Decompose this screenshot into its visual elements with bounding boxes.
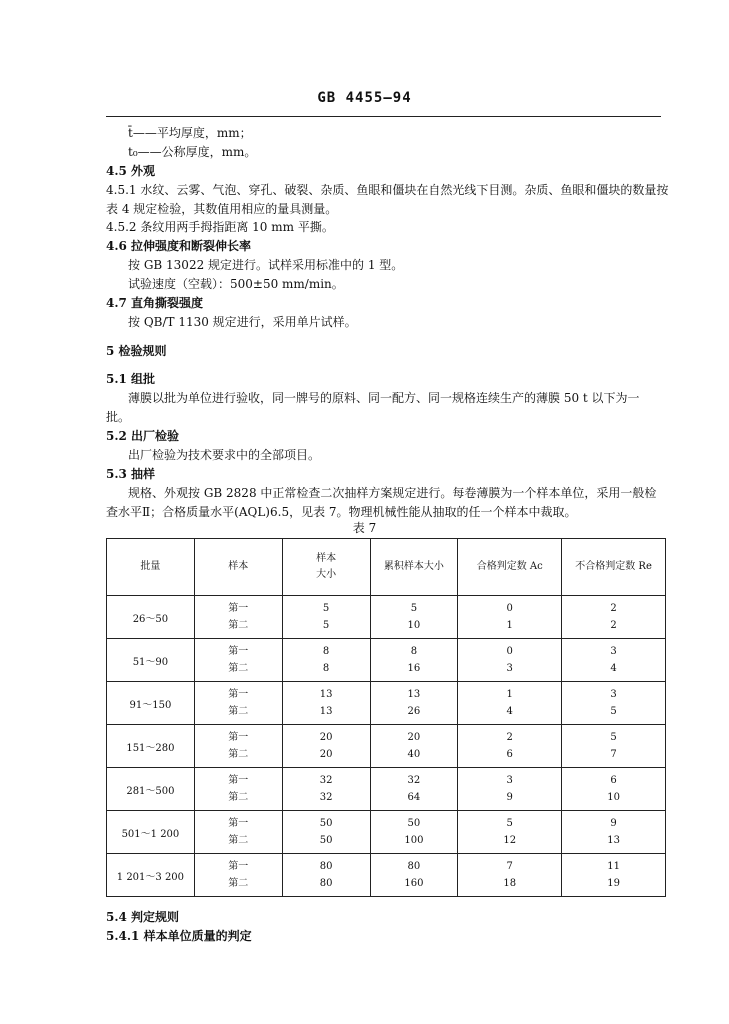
sample-cell-second: 第二 — [228, 663, 249, 674]
table-caption: 表 7 — [352, 521, 377, 535]
section-5-4-1-heading: 5.4.1 样本单位质量的判定 — [106, 929, 252, 943]
reject-number-cell — [562, 596, 666, 639]
sample-size-cell-first: 32 — [319, 775, 333, 786]
table-row — [107, 682, 666, 725]
accept-number-cell — [458, 725, 562, 768]
sample-size-cell-second: 8 — [322, 663, 330, 674]
batch-cell: 281～500 — [107, 768, 195, 811]
symbol-definition-nominal-thickness: t₀——公称厚度，mm。 — [128, 145, 257, 159]
reject-number-cell-first: 11 — [607, 861, 620, 872]
reject-number-cell — [562, 682, 666, 725]
header-accept-number: 合格判定数 Ac — [458, 539, 562, 596]
section-5-4-heading: 5.4 判定规则 — [106, 910, 180, 924]
sample-cell — [194, 768, 282, 811]
sample-cell-first: 第一 — [228, 861, 249, 872]
batch-cell: 501～1 200 — [107, 811, 195, 854]
table-header-row — [107, 539, 666, 596]
sample-size-cell — [282, 854, 370, 897]
sample-cell — [194, 639, 282, 682]
cumulative-size-cell-second: 160 — [404, 878, 424, 889]
section-5-2-text: 出厂检验为技术要求中的全部项目。 — [128, 448, 321, 462]
sample-cell — [194, 811, 282, 854]
section-4-7-heading: 4.7 直角撕裂强度 — [106, 296, 204, 310]
cumulative-size-cell — [370, 682, 458, 725]
cumulative-size-cell-first: 80 — [407, 861, 421, 872]
batch-cell: 91～150 — [107, 682, 195, 725]
accept-number-cell-second: 12 — [503, 835, 517, 846]
reject-number-cell-second: 5 — [610, 706, 617, 717]
sample-cell — [194, 596, 282, 639]
sample-cell — [194, 682, 282, 725]
header-cumulative-size: 累积样本大小 — [370, 539, 458, 596]
sample-cell-first: 第一 — [228, 732, 249, 743]
accept-number-cell-second: 6 — [506, 749, 513, 760]
sample-cell-first: 第一 — [228, 689, 249, 700]
accept-number-cell — [458, 854, 562, 897]
header-rule — [106, 116, 661, 117]
table-row — [107, 725, 666, 768]
sample-size-cell — [282, 682, 370, 725]
accept-number-cell-second: 9 — [506, 792, 513, 803]
sample-cell-first: 第一 — [228, 818, 249, 829]
table-row — [107, 596, 666, 639]
header-batch: 批量 — [107, 539, 195, 596]
sample-size-cell — [282, 725, 370, 768]
section-4-5-2-text: 4.5.2 条纹用两手拇指距离 10 mm 平撕。 — [106, 220, 334, 234]
sample-cell-second: 第二 — [228, 706, 249, 717]
sample-cell-second: 第二 — [228, 878, 249, 889]
sample-cell-second: 第二 — [228, 835, 249, 846]
accept-number-cell — [458, 682, 562, 725]
sample-size-cell — [282, 639, 370, 682]
sample-cell-first: 第一 — [228, 775, 249, 786]
accept-number-cell-second: 1 — [506, 620, 513, 631]
cumulative-size-cell — [370, 854, 458, 897]
header-sample-size: 样本 大小 — [282, 539, 370, 596]
accept-number-cell-first: 0 — [506, 646, 513, 657]
table-row — [107, 768, 666, 811]
sample-cell-first: 第一 — [228, 646, 249, 657]
sample-size-cell-first: 50 — [319, 818, 333, 829]
batch-cell: 51～90 — [107, 639, 195, 682]
sample-cell — [194, 725, 282, 768]
section-5-3-text: 规格、外观按 GB 2828 中正常检查二次抽样方案规定进行。每卷薄膜为一个样本单位，采用一般检 — [128, 486, 657, 500]
sample-size-cell-second: 13 — [319, 706, 333, 717]
section-5-1-heading: 5.1 组批 — [106, 372, 156, 386]
batch-cell: 26～50 — [107, 596, 195, 639]
reject-number-cell — [562, 811, 666, 854]
header-sample: 样本 — [194, 539, 282, 596]
section-5-2-heading: 5.2 出厂检验 — [106, 429, 180, 443]
reject-number-cell-second: 19 — [607, 878, 620, 889]
cumulative-size-cell-first: 32 — [407, 775, 421, 786]
accept-number-cell — [458, 639, 562, 682]
sample-cell-second: 第二 — [228, 749, 249, 760]
page-header-standard-number: GB 4455—94 — [317, 90, 412, 106]
section-4-5-heading: 4.5 外观 — [106, 164, 156, 178]
cumulative-size-cell-second: 16 — [407, 663, 421, 674]
batch-cell: 151～280 — [107, 725, 195, 768]
section-5-heading: 5 检验规则 — [106, 344, 167, 358]
sample-size-cell-second: 50 — [319, 835, 333, 846]
sample-cell-second: 第二 — [228, 792, 249, 803]
reject-number-cell-first: 2 — [610, 603, 617, 614]
sample-size-cell-first: 20 — [319, 732, 333, 743]
sample-size-cell-first: 8 — [322, 646, 330, 657]
reject-number-cell — [562, 854, 666, 897]
table-row — [107, 854, 666, 897]
accept-number-cell-second: 4 — [506, 706, 513, 717]
reject-number-cell-second: 10 — [607, 792, 620, 803]
section-5-1-text: 薄膜以批为单位进行验收，同一牌号的原料、同一配方、同一规格连续生产的薄膜 50 t 以下为一 — [128, 391, 640, 405]
accept-number-cell-first: 0 — [506, 603, 513, 614]
cumulative-size-cell-second: 64 — [407, 792, 421, 803]
cumulative-size-cell-first: 8 — [410, 646, 418, 657]
cumulative-size-cell — [370, 811, 458, 854]
accept-number-cell — [458, 811, 562, 854]
symbol-definition-avg-thickness: t̄——平均厚度，mm； — [128, 126, 252, 140]
table-row — [107, 811, 666, 854]
reject-number-cell-second: 4 — [610, 663, 617, 674]
sample-size-cell — [282, 596, 370, 639]
reject-number-cell-second: 7 — [610, 749, 617, 760]
sample-size-cell — [282, 768, 370, 811]
sample-size-cell — [282, 811, 370, 854]
sample-size-cell-second: 80 — [319, 878, 333, 889]
sample-size-cell-second: 32 — [319, 792, 333, 803]
sampling-table — [106, 538, 666, 897]
cumulative-size-cell-first: 50 — [407, 818, 421, 829]
section-5-1-text-cont: 批。 — [106, 410, 131, 424]
cumulative-size-cell-first: 20 — [407, 732, 421, 743]
reject-number-cell-second: 13 — [607, 835, 620, 846]
reject-number-cell — [562, 639, 666, 682]
section-5-3-heading: 5.3 抽样 — [106, 467, 156, 481]
reject-number-cell-first: 9 — [610, 818, 617, 829]
accept-number-cell-second: 3 — [506, 663, 513, 674]
accept-number-cell — [458, 596, 562, 639]
section-4-6-text: 按 GB 13022 规定进行。试样采用标准中的 1 型。 — [128, 258, 404, 272]
accept-number-cell-first: 7 — [506, 861, 513, 872]
section-4-5-1-text-cont: 表 4 规定检验，其数值用相应的量具测量。 — [106, 202, 338, 216]
section-4-7-text: 按 QB/T 1130 规定进行，采用单片试样。 — [128, 315, 357, 329]
sample-cell-first: 第一 — [228, 603, 249, 614]
reject-number-cell-first: 3 — [610, 646, 617, 657]
cumulative-size-cell — [370, 639, 458, 682]
reject-number-cell-second: 2 — [610, 620, 617, 631]
cumulative-size-cell — [370, 725, 458, 768]
sample-size-cell-second: 5 — [322, 620, 330, 631]
cumulative-size-cell-second: 10 — [407, 620, 421, 631]
reject-number-cell-first: 3 — [610, 689, 617, 700]
reject-number-cell-first: 6 — [610, 775, 617, 786]
reject-number-cell-first: 5 — [610, 732, 617, 743]
accept-number-cell-first: 5 — [506, 818, 513, 829]
accept-number-cell-first: 1 — [506, 689, 513, 700]
reject-number-cell — [562, 725, 666, 768]
sample-size-cell-second: 20 — [319, 749, 333, 760]
sample-cell-second: 第二 — [228, 620, 249, 631]
accept-number-cell-second: 18 — [503, 878, 517, 889]
accept-number-cell-first: 3 — [506, 775, 513, 786]
header-reject-number: 不合格判定数 Re — [562, 539, 666, 596]
sample-size-cell-first: 5 — [322, 603, 330, 614]
cumulative-size-cell-second: 40 — [407, 749, 421, 760]
sample-size-cell-first: 13 — [319, 689, 333, 700]
reject-number-cell — [562, 768, 666, 811]
cumulative-size-cell-second: 26 — [407, 706, 421, 717]
section-4-5-1-text: 4.5.1 水纹、云雾、气泡、穿孔、破裂、杂质、鱼眼和僵块在自然光线下目测。杂质、鱼眼和僵块的数量按 — [106, 183, 669, 197]
cumulative-size-cell-second: 100 — [404, 835, 424, 846]
accept-number-cell — [458, 768, 562, 811]
section-4-6-speed: 试验速度（空载）：500±50 mm/min。 — [128, 277, 344, 291]
sample-cell — [194, 854, 282, 897]
cumulative-size-cell-first: 5 — [410, 603, 418, 614]
sample-size-cell-first: 80 — [319, 861, 333, 872]
cumulative-size-cell — [370, 596, 458, 639]
cumulative-size-cell — [370, 768, 458, 811]
table-row — [107, 639, 666, 682]
section-4-6-heading: 4.6 拉伸强度和断裂伸长率 — [106, 239, 252, 253]
cumulative-size-cell-first: 13 — [407, 689, 421, 700]
section-5-3-text-cont: 查水平Ⅱ；合格质量水平(AQL)6.5，见表 7。物理机械性能从抽取的任一个样本中裁取。 — [106, 505, 577, 519]
accept-number-cell-first: 2 — [506, 732, 513, 743]
batch-cell: 1 201～3 200 — [107, 854, 195, 897]
